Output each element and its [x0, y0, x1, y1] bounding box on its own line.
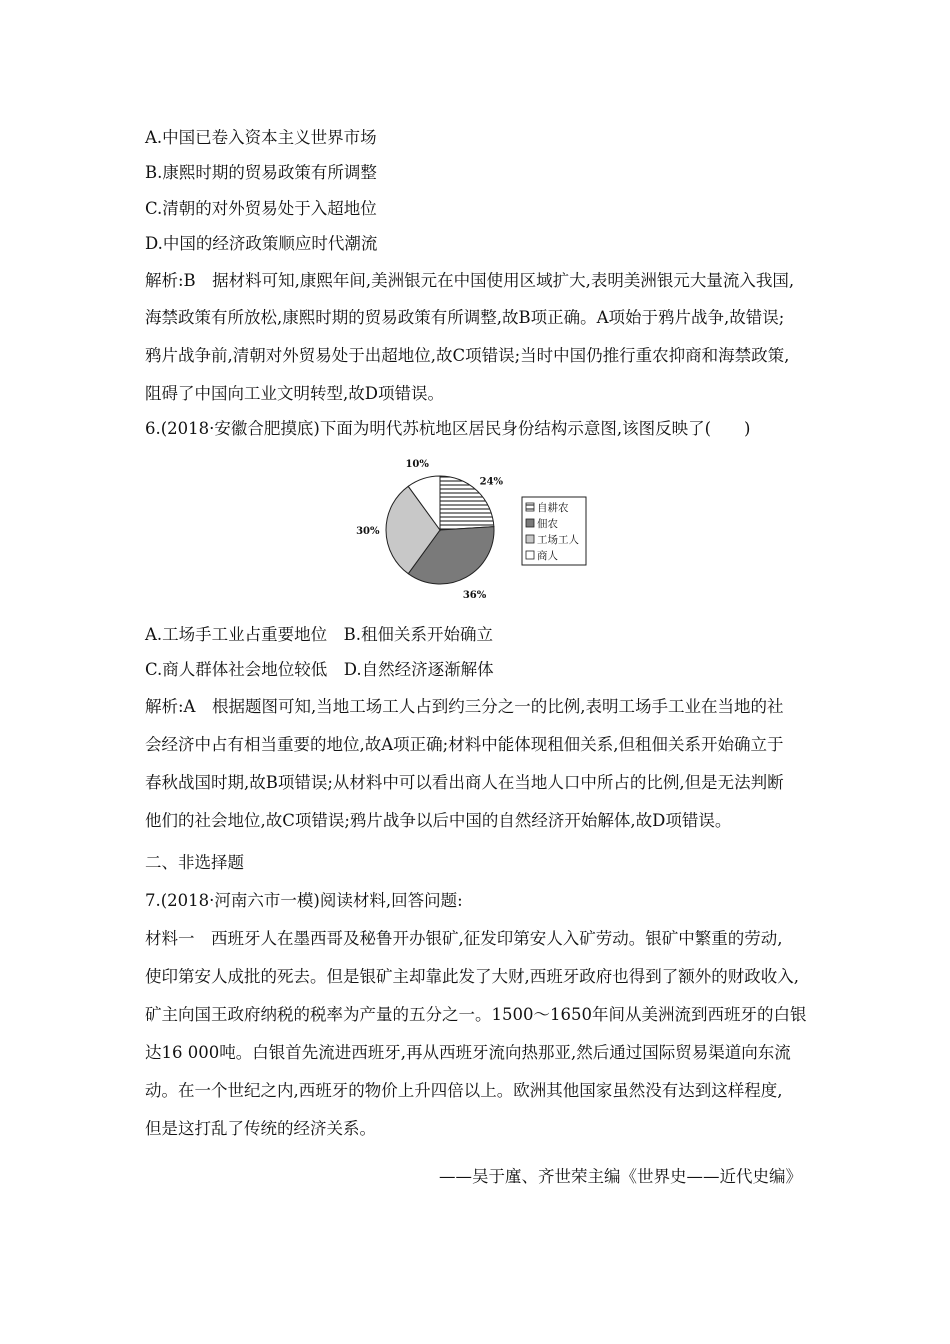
pie-slice-label: 30%: [356, 526, 380, 537]
legend-label: 自耕农: [537, 502, 569, 514]
q7-material-line: 动。在一个世纪之内,西班牙的物价上升四倍以上。欧洲其他国家虽然没有达到这样程度,: [145, 1081, 783, 1100]
pie-chart-svg: [356, 455, 600, 601]
q7-material-line: 矿主向国王政府纳税的税率为产量的五分之一。1500～1650年间从美洲流到西班牙的白银: [145, 1005, 807, 1024]
pie-chart: [356, 455, 600, 601]
q6-options-line2: C.商人群体社会地位较低 D.自然经济逐渐解体: [145, 660, 494, 679]
q7-material-line: 但是这打乱了传统的经济关系。: [145, 1119, 376, 1138]
section-heading: 二、非选择题: [145, 853, 244, 872]
q5-option-a: A.中国已卷入资本主义世界市场: [145, 128, 377, 147]
q5-option-c: C.清朝的对外贸易处于入超地位: [145, 199, 377, 218]
pie-slice-label: 36%: [462, 589, 487, 601]
q6-stem: 6.(2018·安徽合肥摸底)下面为明代苏杭地区居民身份结构示意图,该图反映了( ): [145, 419, 751, 438]
pie-slice-label: 24%: [479, 476, 504, 488]
q6-analysis-line: 会经济中占有相当重要的地位,故A项正确;材料中能体现租佃关系,但租佃关系开始确立于: [145, 735, 784, 754]
legend-swatch: [526, 503, 534, 511]
q6-analysis-line: 解析:A 根据题图可知,当地工场工人占到约三分之一的比例,表明工场手工业在当地的社: [145, 697, 784, 716]
legend-swatch: [526, 551, 534, 559]
q7-material-line: 使印第安人成批的死去。但是银矿主却靠此发了大财,西班牙政府也得到了额外的财政收入,: [145, 967, 799, 986]
legend-label: 商人: [537, 550, 558, 562]
pie-slice-label: 10%: [405, 458, 429, 470]
q7-source: ——吴于廑、齐世荣主编《世界史——近代史编》: [439, 1167, 802, 1186]
q6-options-line1: A.工场手工业占重要地位 B.租佃关系开始确立: [145, 625, 494, 644]
q7-material-line: 达16 000吨。白银首先流进西班牙,再从西班牙流向热那亚,然后通过国际贸易渠道向东流: [145, 1043, 791, 1062]
legend-label: 佃农: [537, 518, 558, 530]
q7-stem: 7.(2018·河南六市一模)阅读材料,回答问题:: [145, 891, 463, 910]
q5-analysis-line: 解析:B 据材料可知,康熙年间,美洲银元在中国使用区域扩大,表明美洲银元大量流入我国,: [145, 271, 795, 290]
legend-label: 工场工人: [537, 534, 579, 546]
q7-material-line: 材料一 西班牙人在墨西哥及秘鲁开办银矿,征发印第安人入矿劳动。银矿中繁重的劳动,: [145, 929, 783, 948]
q5-analysis-line: 阻碍了中国向工业文明转型,故D项错误。: [145, 384, 444, 403]
q6-analysis-line: 他们的社会地位,故C项错误;鸦片战争以后中国的自然经济开始解体,故D项错误。: [145, 811, 732, 830]
q5-analysis-line: 海禁政策有所放松,康熙时期的贸易政策有所调整,故B项正确。A项始于鸦片战争,故错误;: [145, 308, 785, 327]
q5-option-b: B.康熙时期的贸易政策有所调整: [145, 163, 377, 182]
q5-analysis-line: 鸦片战争前,清朝对外贸易处于出超地位,故C项错误;当时中国仍推行重农抑商和海禁政策,: [145, 346, 790, 365]
q5-option-d: D.中国的经济政策顺应时代潮流: [145, 234, 378, 253]
legend-swatch: [526, 535, 534, 543]
legend-swatch: [526, 519, 534, 527]
q6-analysis-line: 春秋战国时期,故B项错误;从材料中可以看出商人在当地人口中所占的比例,但是无法判断: [145, 773, 784, 792]
